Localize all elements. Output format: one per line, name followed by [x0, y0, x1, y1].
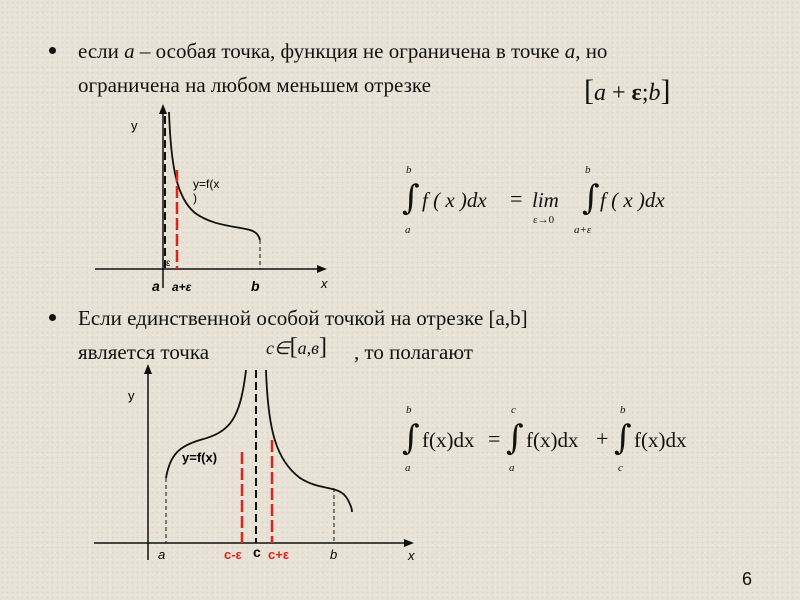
formula-2-integrand2: f(x)dx — [526, 428, 579, 452]
graph-1-curve — [169, 112, 260, 240]
bullet-2-line-2: является точка — [78, 340, 210, 364]
formula-2-integrand3: f(x)dx — [634, 428, 687, 452]
formula-2-equals: = — [488, 426, 501, 451]
bullet-marker-2 — [49, 314, 56, 321]
formula-2-int1-lower: a — [405, 462, 411, 474]
formula-1-int2-lower: a+ε — [574, 224, 592, 236]
graph-1-x-arrow — [317, 265, 327, 273]
graph-1-func-label: y=f(x — [193, 177, 220, 191]
formula-2-int3-lower: c — [618, 462, 623, 474]
graph-2-x-label: x — [408, 548, 415, 563]
graph-2-tick-c: c — [253, 544, 261, 560]
graph-1-y-arrow — [159, 104, 167, 114]
bullet-marker-1 — [49, 47, 56, 54]
formula-1-int-sign: ∫ — [402, 178, 420, 218]
graph-2-tick-a: a — [158, 547, 166, 562]
formula-1 — [402, 164, 702, 244]
bullet-2-line-2-tail: , то полагают — [354, 340, 473, 364]
bullet-1-line-1: если a – особая точка, функция не ограничена в точке a, но — [78, 39, 608, 63]
formula-1-int-lower: a — [405, 224, 411, 236]
graph-2-tick-c-minus: c-ε — [224, 547, 242, 562]
graph-1-y-label: y — [131, 118, 138, 133]
formula-1-lim-sub: ε→0 — [533, 214, 555, 226]
membership-c-in-interval: c∈[a,в] — [266, 334, 327, 360]
formula-1-integrand2: f ( x )dx — [600, 188, 665, 212]
graph-1-tick-b: b — [251, 278, 260, 294]
graph-1-tick-a-eps: a+ε — [172, 280, 192, 294]
formula-2-plus: + — [596, 426, 609, 451]
formula-1-lim: lim — [532, 188, 559, 212]
formula-1-int2-sign: ∫ — [582, 178, 600, 218]
formula-2-int3-sign: ∫ — [614, 418, 632, 458]
page-number: 6 — [741, 569, 752, 589]
formula-2-int3-upper: b — [620, 404, 626, 416]
graph-1 — [85, 98, 345, 298]
graph-2-func-label: y=f(x) — [182, 450, 218, 465]
graph-2-x-arrow — [404, 539, 414, 547]
formula-1-integrand: f ( x )dx — [422, 188, 487, 212]
interval-a-eps-b: [a + ε;b] — [584, 74, 671, 107]
formula-1-equals: = — [510, 186, 523, 211]
formula-2-int2-lower: a — [509, 462, 515, 474]
formula-1-int-upper: b — [406, 164, 412, 176]
graph-2-tick-c-plus: c+ε — [268, 547, 289, 562]
graph-2-y-arrow — [144, 364, 152, 374]
formula-2-int2-sign: ∫ — [506, 418, 524, 458]
graph-1-x-label: x — [321, 276, 328, 291]
graph-2-y-label: y — [128, 388, 135, 403]
graph-1-eps-label: ε — [166, 258, 171, 269]
bullet-2-line-1: Если единственной особой точкой на отрезке [a,b] — [78, 306, 528, 330]
formula-2-integrand1: f(x)dx — [422, 428, 475, 452]
graph-1-tick-a: a — [152, 278, 160, 294]
formula-2-int2-upper: c — [511, 404, 516, 416]
graph-2-tick-b: b — [330, 547, 338, 562]
graph-2 — [90, 360, 430, 575]
graph-1-func-label-tail: ) — [193, 191, 197, 205]
formula-2-int1-sign: ∫ — [402, 418, 420, 458]
bullet-1-line-2: ограничена на любом меньшем отрезке — [78, 73, 431, 97]
formula-1-int2-upper: b — [585, 164, 591, 176]
formula-2-int1-upper: b — [406, 404, 412, 416]
formula-2 — [402, 404, 722, 484]
graph-2-curve-right — [266, 370, 352, 512]
